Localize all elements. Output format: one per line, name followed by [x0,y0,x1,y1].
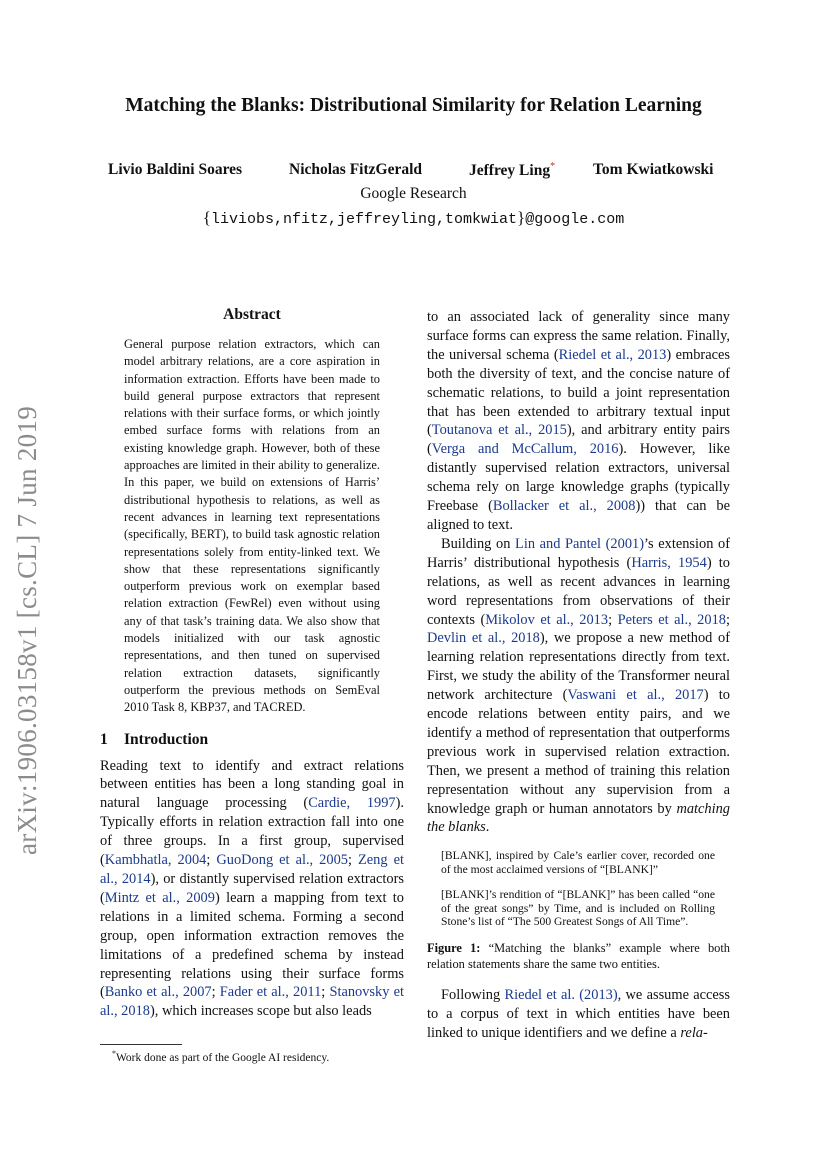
citation-link[interactable]: Riedel et al. (2013) [504,987,618,1004]
figure-example: [BLANK]’s rendition of “[BLANK]” has been called “one of the great songs” by Time, and is included on Rolling Stone’s list of “The 500 Greatest Songs of All Time”. [441,888,715,928]
author-footnote-mark[interactable]: * [550,161,556,172]
citation-link[interactable]: Mikolov et al., 2013 [485,611,609,628]
citation-link[interactable]: Bollacker et al., 2008 [492,498,636,515]
author-name: Tom Kwiatkowski [593,161,714,178]
citation-link[interactable]: Devlin et al., 2018 [427,630,540,647]
citation-link[interactable]: GuoDong et al., 2005 [216,852,348,869]
arxiv-stamp: arXiv:1906.03158v1 [cs.CL] 7 Jun 2019 [12,405,42,855]
footnote: *Work done as part of the Google AI residency. [112,1049,330,1064]
abstract-text: General purpose relation extractors, which can model arbitrary relations, are a core aspiration in information extraction. Efforts have been made to build general purpose extractors that represent relations with their surface forms, or which jointly embed surface forms with relations from an existing knowledge graph. However, both of these approaches are limited in their ability to generalize. In this paper, we build on extensions of Harris’ distributional hypothesis to relations, as well as recent advances in learning text representations (specifically, BERT), to build task agnostic relation representations solely from entity-linked text. We show that these representations significantly outperform previous work on exemplar based relation extraction (FewRel) even without using any of that task’s training data. We also show that models initialized with our task agnostic representations, and then tuned on supervised relation extraction datasets, significantly outperform the previous methods on SemEval 2010 Task 8, KBP37, and TACRED. [124,337,380,715]
citation-link[interactable]: Fader et al., 2011 [219,984,322,1001]
citation-link[interactable]: Riedel et al., 2013 [558,346,667,363]
citation-link[interactable]: Kambhatla, 2004 [104,852,207,869]
citation-link[interactable]: Lin and Pantel (2001) [515,535,645,552]
citation-link[interactable]: Stanovsky et al., 2018 [100,984,404,1020]
left-column [100,306,404,1021]
citation-link[interactable]: Verga and McCallum, 2016 [431,441,619,458]
author-name: Livio Baldini Soares [108,161,243,178]
paper-title: Matching the Blanks: Distributional Similarity for Relation Learning [125,95,702,116]
figure-1-examples [441,849,715,928]
intro-paragraph: Reading text to identify and extract relations between entities has been a long standing goal in natural language processing (Cardie, 1997). Typically efforts in relation extraction fall into one of three groups. In a first group, supervised (Kambhatla, 2004; GuoDong et al., 2005; Zeng et al., 2014), or distantly supervised relation extractors (Mintz et al., 2009) learn a mapping from text to relations in a limited schema. Forming a second group, open information extraction removes the limitations of a predefined schema by instead representing relations using their surface forms (Banko et al., 2007; Fader et al., 2011; Stanovsky et al., 2018), which increases scope but also leads [100,757,404,1020]
right-column [427,308,730,1043]
affiliation: Google Research [360,185,467,202]
citation-link[interactable]: Zeng et al., 2014 [100,852,404,887]
citation-link[interactable]: Banko et al., 2007 [104,984,212,1001]
author-list [0,161,827,183]
body-paragraph: to an associated lack of generality since many surface forms can express the same relation. Finally, the universal schema (Riedel et al., 2013) embraces both the diversity of text, and the concise nature of schematic relations, to build a joint representation that has been extended to arbitrary textual input (Toutanova et al., 2015), and arbitrary entity pairs (Verga and McCallum, 2016). However, like distantly supervised relation extractors, universal schema rely on large knowledge graphs (typically Freebase (Bollacker et al., 2008)) that can be aligned to text. [427,309,731,533]
citation-link[interactable]: Cardie, 1997 [308,795,396,812]
abstract-heading: Abstract [223,306,281,323]
figure-example: [BLANK], inspired by Cale’s earlier cover, recorded one of the most acclaimed versions of “[BLANK]” [441,849,715,876]
body-paragraph: Building on Lin and Pantel (2001)’s extension of Harris’ distributional hypothesis (Harris, 1954) to relations, as well as recent advances in learning word representations from observations of their contexts (Mikolov et al., 2013; Peters et al., 2018; Devlin et al., 2018), we propose a new method of learning relation representations directly from text. First, we study the ability of the Transformer neural network architecture (Vaswani et al., 2017) to encode relations between entity pairs, and we identify a method of representation that outperforms previous work in supervised relation extraction. Then, we present a method of training this relation representation without any supervision from a knowledge graph or human annotators by matching the blanks. [427,535,731,836]
body-paragraph: Following Riedel et al. (2013), we assume access to a corpus of text in which entities have been linked to unique identifiers and we define a rela- [427,987,730,1042]
author-name: Nicholas FitzGerald [289,161,423,178]
citation-link[interactable]: Peters et al., 2018 [617,611,726,628]
section-heading: 1 Introduction [100,730,209,748]
citation-link[interactable]: Toutanova et al., 2015 [431,422,567,439]
figure-caption: Figure 1: “Matching the blanks” example where both relation statements share the same two entities. [427,941,730,972]
citation-link[interactable]: Mintz et al., 2009 [104,889,215,906]
citation-link[interactable]: Vaswani et al., 2017 [567,687,704,704]
author-name: Jeffrey Ling* [469,161,556,180]
author-emails: {liviobs,nfitz,jeffreyling,tomkwiat}@google.com [202,208,625,228]
footnote-rule [100,1044,182,1045]
citation-link[interactable]: Harris, 1954 [631,554,707,571]
